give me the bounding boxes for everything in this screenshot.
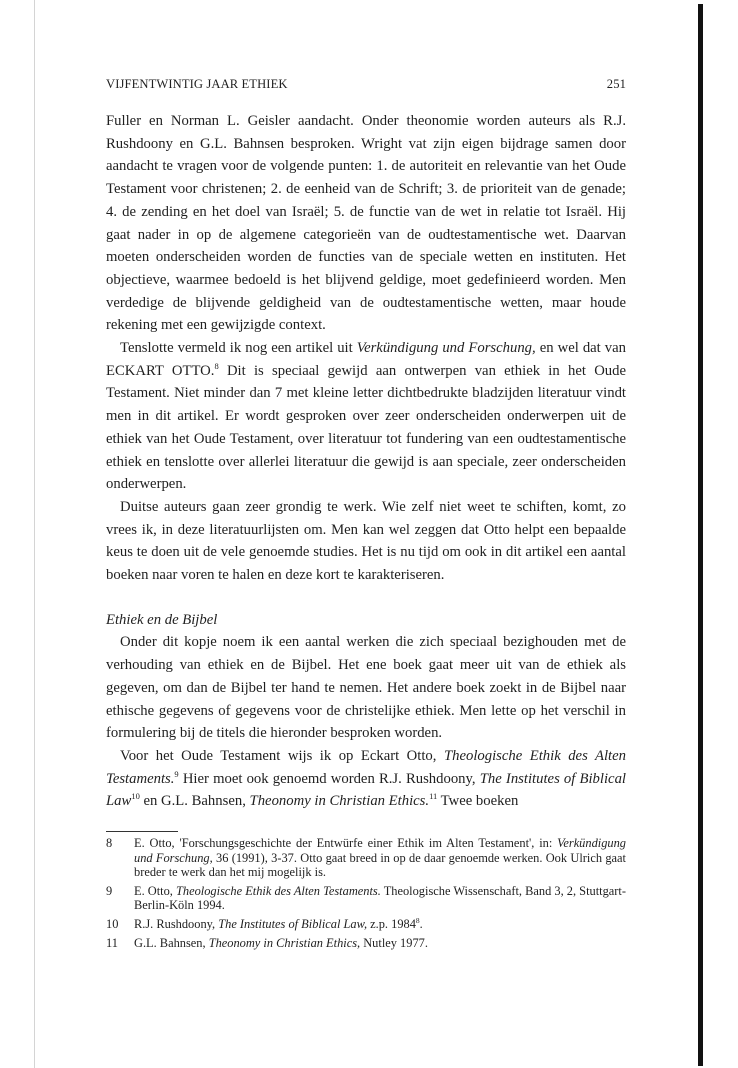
footnote [106,917,626,932]
footnote-text-part: z.p. 1984 [367,916,416,931]
paragraph-2-mid: en wel dat van ECKART OTTO. [106,340,626,379]
paragraph-2-lead: Tenslotte vermeld ik nog een artikel uit [120,340,357,357]
footnote-text-part: R.J. Rushdoony, [134,916,219,931]
footnote-italic-title: Theologische Ethik des Alten Testaments. [176,883,381,898]
footnote-text-part: G.L. Bahnsen, [134,935,209,950]
footnote-number: 11 [106,935,118,950]
footnote-text-part: Theologische Wissenschaft, Band 3, 2, Stuttgart-Berlin-Köln 1994. [134,883,626,913]
book-title-bahnsen: Theonomy in Christian Ethics. [249,793,430,810]
paragraph-5-tail: Twee boeken [437,793,519,810]
footnote-italic-title: Verkündigung und Forschung, [134,836,626,865]
paragraph-5-mid-1: Hier moet ook genoemd worden R.J. Rushdoony, [178,770,480,787]
footnote-rule [106,831,178,832]
paragraph-4: Onder dit kopje noem ik een aantal werken die zich speciaal bezighouden met de verhouding van ethiek en de Bijbel. Het ene boek gaat meer uit van de ethiek als gegeven, om dan de Bijbel ter hand te nemen. Het andere boek zoekt in de Bijbel naar ethische gegevens of gegevens voor de christelijke ethiek. Men lette op het verschil in formulering bij de titels die hieronder besproken worden. [106,634,626,742]
footnote-text-part: 36 (1991), 3-37. Otto gaat breed in op de daar genoemde werken. Ook Ulrich gaat breder te werk dan het mij mogelijk is. [134,850,626,880]
footnote-ref-11: 11 [429,791,438,802]
footnote-number: 10 [106,916,119,931]
running-title: VIJFENTWINTIG JAAR ETHIEK [106,77,288,91]
journal-title: Verkündigung und Forschung, [356,340,536,357]
paragraph-5-lead: Voor het Oude Testament wijs ik op Eckart Otto, [120,747,444,764]
footnote-ref-9: 9 [174,768,179,779]
footnote-text-part: . [419,916,423,931]
footnote-italic-title: The Institutes of Biblical Law, [218,916,368,931]
footnote [106,836,626,880]
footnote-text-part: Nutley 1977. [360,935,428,950]
paragraph-1: Fuller en Norman L. Geisler aandacht. Onder theonomie worden auteurs als R.J. Rushdoony en G.L. Bahnsen besproken. Wright vat zijn eigen bijdrage samen door aandacht te vragen voor de volgende punten: 1. de autoriteit en relevantie van het Oude Testament voor christenen; 2. de eenheid van de Schrift; 3. de prioriteit van de genade; 4. de zending en het doel van Israël; 5. de functie van de wet in relatie tot Israël. Hij gaat nader in op de algemene categorieën van de oudtestamentische wet. Daarvan moeten onderscheiden worden de functies van de speciale wetten en instituten. Het objectieve, waarmee bedoeld is het blijvend geldige, moet gedefinieerd worden. Men verdedige de blijvende geldigheid van de oudtestamentische wetten, maar houde rekening met een gewijzigde context. [106,113,626,334]
body-text [106,110,626,813]
footnote [106,936,626,951]
footnotes [106,836,626,954]
footnote-text-part: E. Otto, [134,883,177,898]
footnote-italic-title: Theonomy in Christian Ethics, [208,935,361,950]
footnote-text [134,884,626,913]
page-right-edge [698,4,703,1066]
footnote-text [134,936,428,950]
footnote-ref-8: 8 [214,360,219,371]
footnote-number: 8 [106,836,113,850]
footnote-text [134,917,423,931]
paragraph-5-mid-2: en G.L. Bahnsen, [139,793,250,810]
paragraph-2-rest: Dit is speciaal gewijd aan ontwerpen van ethiek in het Oude Testament. Niet minder dan 7 met kleine letter dichtbedrukte bladzijden literatuur vindt men in dit artikel. Er wordt gesproken over zeer onderscheiden onderwerpen uit de ethiek van het Oude Testament, over literatuur tot fundering van een oudtestamentische ethiek en tenslotte over allerlei literatuur die gewijd is aan speciale, zeer onderscheiden onderwerpen. [106,362,627,493]
paragraph-5 [106,745,626,813]
paragraph-2 [106,337,626,496]
footnote-text [134,836,626,879]
section-heading: Ethiek en de Bijbel [106,611,218,628]
book-title-rushdoony: The Institutes of Biblical Law [106,770,627,810]
paragraph-3: Duitse auteurs gaan zeer grondig te werk. Wie zelf niet weet te schiften, komt, zo vrees ik, in deze literatuurlijsten om. Men kan wel zeggen dat Otto helpt een bepaalde keus te doen uit de vele genoemde studies. Het is nu tijd om ook in dit artikel een aantal boeken naar voren te halen en deze kort te karakteriseren. [106,498,626,584]
footnote-ref-10: 10 [131,791,140,802]
page-left-edge [34,0,35,1068]
footnote-number: 9 [106,883,113,898]
book-title-otto: Theologische Ethik des Alten Testaments. [106,747,626,787]
footnote [106,884,626,913]
footnote-text-part: E. Otto, 'Forschungsgeschichte der Entwürfe einer Ethik im Alten Testament', in: [134,836,558,850]
page-number: 251 [606,77,626,91]
edition-superscript: 8 [415,915,420,925]
